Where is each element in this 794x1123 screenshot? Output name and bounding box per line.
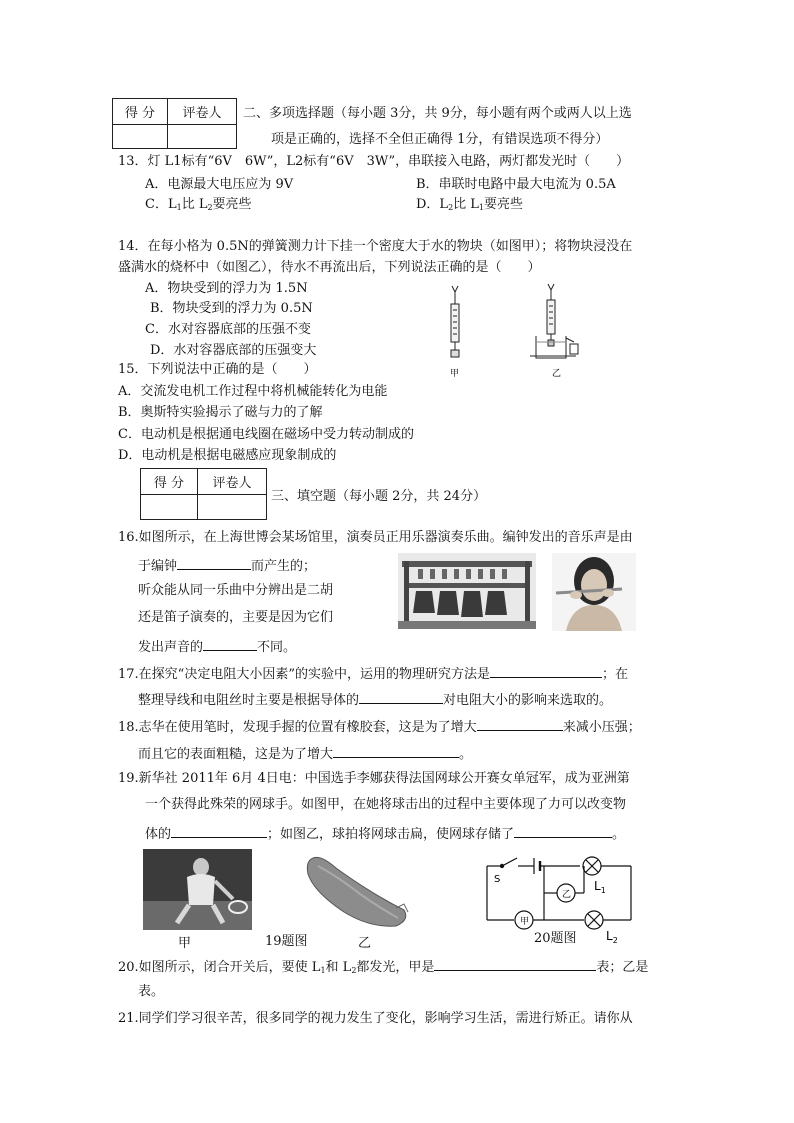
q20-blank1[interactable]: [434, 958, 596, 971]
spring-scale-figure: [438, 282, 583, 382]
q16-line1: 16.如图所示，在上海世博会某场馆里，演奏员正用乐器演奏乐曲。编钟发出的音乐声是由: [118, 530, 633, 545]
q19-line3: 体的 ；如图乙，球拍将网球击扁，使网球存储了 。: [145, 827, 626, 842]
q19-fig-jia: 甲: [178, 936, 192, 951]
q13-option-c[interactable]: C．$L_1$比 $L_2$要亮些: [145, 197, 252, 212]
q21-line1: 21.同学们学习很辛苦，很多同学的视力发生了变化，影响学习生活，需进行矫正。请你从: [118, 1011, 633, 1026]
q13-option-a[interactable]: A．电源最大电压应为 9V: [145, 177, 294, 192]
q19-blank2[interactable]: [514, 825, 612, 838]
circuit-l2-label: $L_2$: [606, 929, 618, 943]
q15-stem: 15．下列说法中正确的是（ ）: [118, 362, 317, 377]
q16-blank1[interactable]: [177, 557, 251, 570]
score-table-section3: [140, 468, 267, 520]
circuit-meter-yi: 乙: [562, 890, 572, 900]
circuit-switch-label: S: [494, 874, 501, 885]
section2-header-line1: 二、多项选择题（每小题 3分，共 9分，每小题有两个或两人以上选: [243, 106, 632, 121]
grader-label: 评卷人: [198, 469, 267, 495]
q20-line2: 表。: [138, 984, 165, 999]
q18-blank2[interactable]: [333, 745, 459, 758]
q16-blank2[interactable]: [203, 638, 257, 651]
score-table-section2: [112, 98, 237, 149]
q13-stem: 13．灯 L1标有“6V 6W”，L2标有“6V 3W”，串联接入电路，两灯都发光时（ ）: [118, 154, 630, 169]
tennis-player-photo: [143, 849, 252, 930]
score-label: 得 分: [113, 99, 168, 125]
q16-line5: 发出声音的 不同。: [138, 640, 297, 655]
q15-option-c[interactable]: C．电动机是根据通电线圈在磁场中受力转动制成的: [118, 427, 414, 442]
squashed-ball-image: [300, 848, 412, 932]
circuit-meter-jia: 甲: [520, 917, 530, 927]
q16-line3: 听众能从同一乐曲中分辨出是二胡: [138, 583, 334, 598]
q16-line2: 于编钟 而产生的；: [138, 559, 317, 574]
grader-cell[interactable]: [168, 125, 237, 149]
flute-player-image: [552, 553, 636, 631]
grader-label: 评卷人: [168, 99, 237, 125]
q19-fig-yi: 乙: [358, 936, 372, 951]
q17-line1: 17.在探究“决定电阻大小因素”的实验中，运用的物理研究方法是 ；在: [118, 667, 628, 682]
q19-fig-caption: 19题图: [265, 934, 308, 949]
section2-header-line2: 项是正确的，选择不全但正确得 1分，有错误选项不得分）: [271, 132, 609, 147]
bianzhong-image: [398, 553, 536, 629]
score-label: 得 分: [141, 469, 198, 495]
q15-option-a[interactable]: A．交流发电机工作过程中将机械能转化为电能: [118, 384, 388, 399]
q14-option-a[interactable]: A．物块受到的浮力为 1.5N: [145, 281, 308, 296]
q15-option-b[interactable]: B．奥斯特实验揭示了磁与力的了解: [118, 405, 323, 420]
q18-line1: 18.志华在使用笔时，发现手握的位置有橡胶套，这是为了增大 来减小压强；: [118, 720, 641, 735]
q17-blank1[interactable]: [490, 665, 602, 678]
figure-jia-label: 甲: [450, 369, 460, 379]
q14-option-c[interactable]: C．水对容器底部的压强不变: [145, 322, 311, 337]
section3-header: 三、填空题（每小题 2分，共 24分）: [271, 489, 487, 504]
grader-cell[interactable]: [198, 495, 267, 520]
q13-option-d[interactable]: D．$L_2$比 $L_1$要亮些: [416, 197, 524, 212]
q14-stem-line2: 盛满水的烧杯中（如图乙），待水不再流出后，下列说法正确的是（ ）: [118, 260, 541, 275]
score-cell[interactable]: [141, 495, 198, 520]
q14-stem-line1: 14．在每小格为 0.5N的弹簧测力计下挂一个密度大于水的物块（如图甲）；将物块浸没在: [118, 239, 633, 254]
q17-blank2[interactable]: [359, 691, 443, 704]
q15-option-d[interactable]: D．电动机是根据电磁感应现象制成的: [118, 448, 337, 463]
q13-option-b[interactable]: B．串联时电路中最大电流为 0.5A: [416, 177, 616, 192]
q14-option-b[interactable]: B．物块受到的浮力为 0.5N: [150, 301, 313, 316]
score-cell[interactable]: [113, 125, 168, 149]
q16-line4: 还是笛子演奏的，主要是因为它们: [138, 610, 334, 625]
circuit-diagram: [484, 848, 634, 946]
q17-line2: 整理导线和电阻丝时主要是根据导体的 对电阻大小的影响来选取的。: [138, 693, 613, 708]
q20-fig-caption: 20题图: [534, 931, 577, 946]
q19-line2: 一个获得此殊荣的网球手。如图甲，在她将球击出的过程中主要体现了力可以改变物: [145, 797, 627, 812]
q18-blank1[interactable]: [477, 718, 563, 731]
q20-line1: 20.如图所示，闭合开关后，要使 $L_1$和 $L_2$都发光，甲是 表；乙是: [118, 960, 649, 975]
q19-line1: 19.新华社 2011年 6月 4日电：中国选手李娜获得法国网球公开赛女单冠军，成为亚洲第: [118, 771, 630, 786]
q14-option-d[interactable]: D．水对容器底部的压强变大: [150, 343, 317, 358]
circuit-l1-label: $L_1$: [594, 879, 606, 895]
figure-yi-label: 乙: [552, 369, 562, 379]
q18-line2: 而且它的表面粗糙，这是为了增大 。: [138, 747, 473, 762]
q19-blank1[interactable]: [171, 825, 267, 838]
